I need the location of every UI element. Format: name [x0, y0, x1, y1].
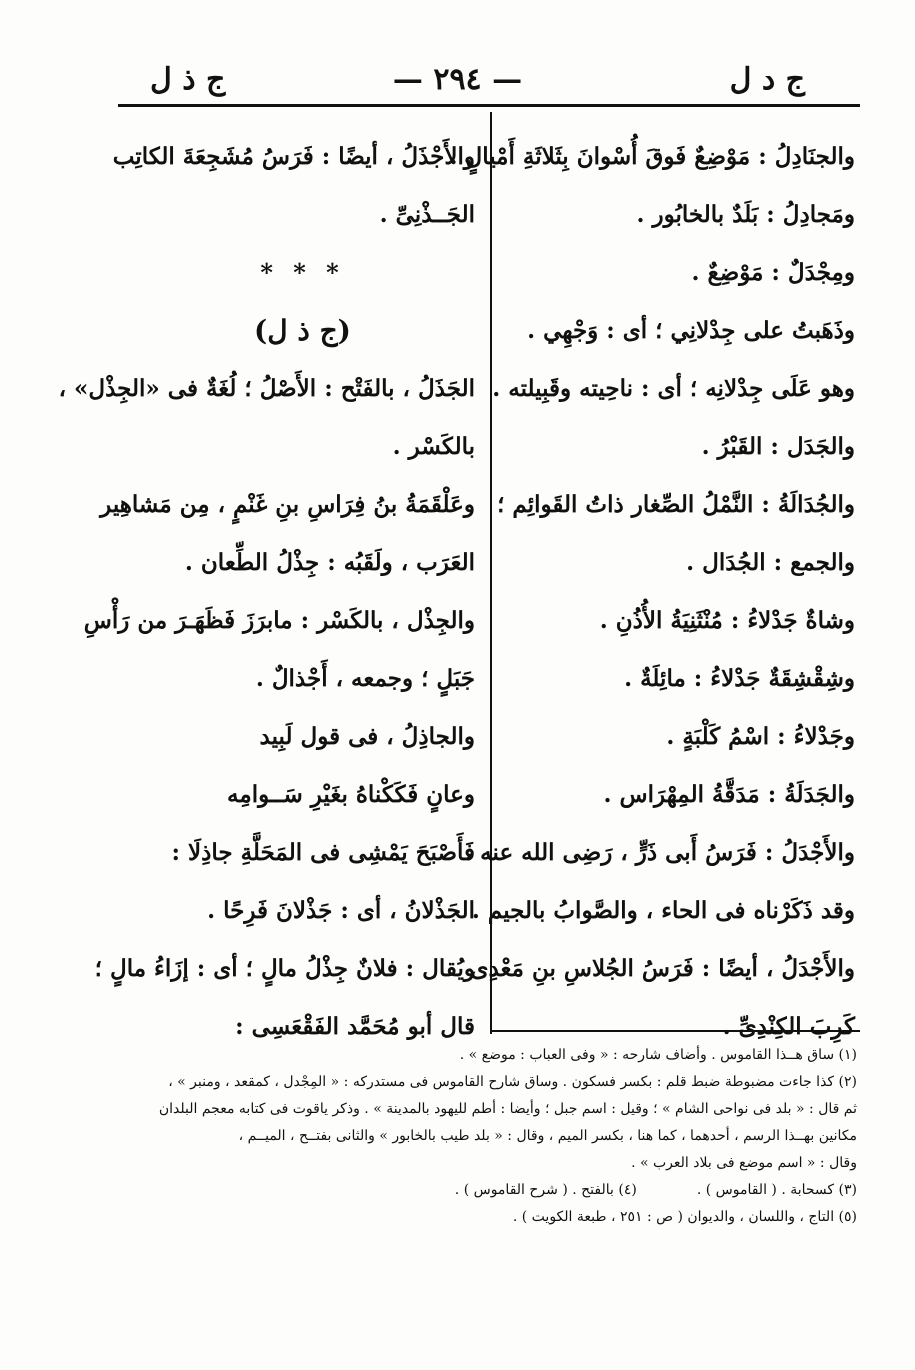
entry-line: والأَجْدَلُ ، أيضًا : فَرَسُ الجُلاسِ بنِ مَعْدِى	[470, 955, 855, 982]
root-label-left: ج ذ ل	[150, 62, 226, 97]
entry-line: الجَذْلانُ ، أى : جَذْلانَ فَرِحًا .	[207, 897, 475, 924]
footnote: ثم قال : « بلد فى نواحى الشام » ؛ وقيل : اسم جبل ؛ وأيضا : أطم لليهود بالمدينة » . وذكر ياقوت فى كتابه معجم البلدان	[158, 1101, 857, 1117]
entry-line: والجنَادِلُ : مَوْضِعٌ فَوقَ أُسْوانَ بِثَلاثَةِ أَمْيالٍ .	[449, 143, 855, 170]
footnote: (٣) كسحابة . ( القاموس ) .	[696, 1182, 857, 1198]
entry-line: والأَجْذَلُ ، أيضًا : فَرَسُ مُشَجِعَةَ الكاتِب	[112, 143, 475, 170]
entry-line: بالكَسْر .	[392, 433, 475, 460]
root-heading: (ج ذ ل)	[254, 314, 351, 347]
entry-line: وشاةٌ جَدْلاءُ : مُنْثَنِيَةُ الأُذُنِ .	[599, 607, 855, 634]
footnote: وقال : « اسم موضع فى بلاد العرب » .	[631, 1155, 857, 1171]
entry-line: والجمع : الجُدَال .	[686, 549, 855, 576]
entry-line: وقد ذَكَرْناه فى الحاء ، والصَّوابُ بالجيم .	[471, 897, 855, 924]
root-label-right: ج د ل	[729, 62, 805, 97]
entry-line: ويُقال : فلانٌ جِذْلُ مالٍ ؛ أى : إزَاءُ مالٍ ؛	[94, 955, 475, 982]
entry-line: العَرَب ، ولَقَبُه : جِذْلُ الطِّعان .	[184, 549, 475, 576]
entry-line: والجَدَل : القَبْرُ .	[701, 433, 855, 460]
entry-line: قال أبو مُحَمَّد الفَقْعَسِى :	[235, 1013, 475, 1040]
footnote: (٤) بالفتح . ( شرح القاموس ) .	[454, 1182, 637, 1198]
right-column	[449, 128, 855, 1056]
entry-line: والجاذِلُ ، فى قول لَبِيد	[259, 723, 475, 750]
entry-line: وهو عَلَى جِدْلانِه ؛ أى : ناحِيته وقَبِيلته .	[492, 375, 855, 402]
footnote: (١) ساق هــذا القاموس . وأضاف شارحه : « وفى العباب : موضع » .	[459, 1047, 857, 1063]
entry-line: الجَــذْنِىِّ .	[379, 201, 475, 228]
entry-line: وجَدْلاءُ : اسْمُ كَلْبَةٍ .	[666, 723, 855, 750]
page-number: — ٢٩٤ —	[392, 62, 523, 97]
footnote: مكانين بهــذا الرسم ، أحدهما ، كما هنا ، بكسر الميم ، وقال : « بلد طيب بالخابور » والثانى بفتــح ، الميــم ،	[238, 1128, 857, 1144]
entry-line: والأَجْدَلُ : فَرَسُ أَبى ذَرٍّ ، رَضِى الله عنه ،	[464, 839, 855, 866]
left-column	[58, 128, 475, 1056]
entry-line: وعَلْقَمَةُ بنُ فِرَاسِ بنِ غَنْمٍ ، مِن مَشاهِير	[100, 491, 475, 518]
poetry-line: فَأَصْبَحَ يَمْشِى فى المَحَلَّةِ جاذِلَا :	[171, 839, 475, 866]
entry-line: والجُدَالَةُ : النَّمْلُ الصِّغار ذاتُ القَوائِم ؛	[497, 491, 855, 518]
entry-line: والجَدَلَةُ : مَدَقَّةُ المِهْرَاس .	[603, 781, 855, 808]
entry-line: والجِذْل ، بالكَسْر : مابرَزَ فَظَهَـرَ من رَأْسِ	[83, 607, 475, 634]
entry-line: وشِقْشِقَةٌ جَدْلاءُ : مائِلَةٌ .	[624, 665, 855, 692]
section-separator: * * *	[260, 258, 345, 287]
entry-line: وذَهَبتُ على جِدْلانِي ؛ أى : وَجْهِي .	[527, 317, 855, 344]
entry-line: ومَجادِلُ : بَلَدٌ بالخابُور .	[636, 201, 855, 228]
footnote-pair	[112, 1177, 857, 1204]
footnote: (٥) التاج ، واللسان ، والديوان ( ص : ٢٥١ ، طبعة الكويت ) .	[512, 1209, 857, 1225]
poetry-line: وعانٍ فَكَكْناهُ بغَيْرِ سَــوامِه	[227, 781, 475, 808]
footnote: (٢) كذا جاءت مضبوطة ضبط قلم : بكسر فسكون . وساق شارح القاموس فى مستدركه : « المِجْدل ، كمقعد ، ومنبر » ،	[168, 1074, 857, 1090]
footnotes	[112, 1042, 857, 1231]
footnote-rule	[490, 1030, 860, 1032]
header-rule	[118, 104, 860, 107]
entry-line: ومِجْدَلٌ : مَوْضِعٌ .	[691, 259, 855, 286]
entry-line: جَبَلٍ ؛ وجمعه ، أَجْذالٌ .	[255, 665, 475, 692]
entry-line: الجَذَلُ ، بالفَتْح : الأَصْلُ ؛ لُغَةٌ فى «الجِذْل» ،	[58, 375, 475, 402]
entry-line: كَرِبَ الكِنْدِىِّ .	[722, 1013, 855, 1040]
